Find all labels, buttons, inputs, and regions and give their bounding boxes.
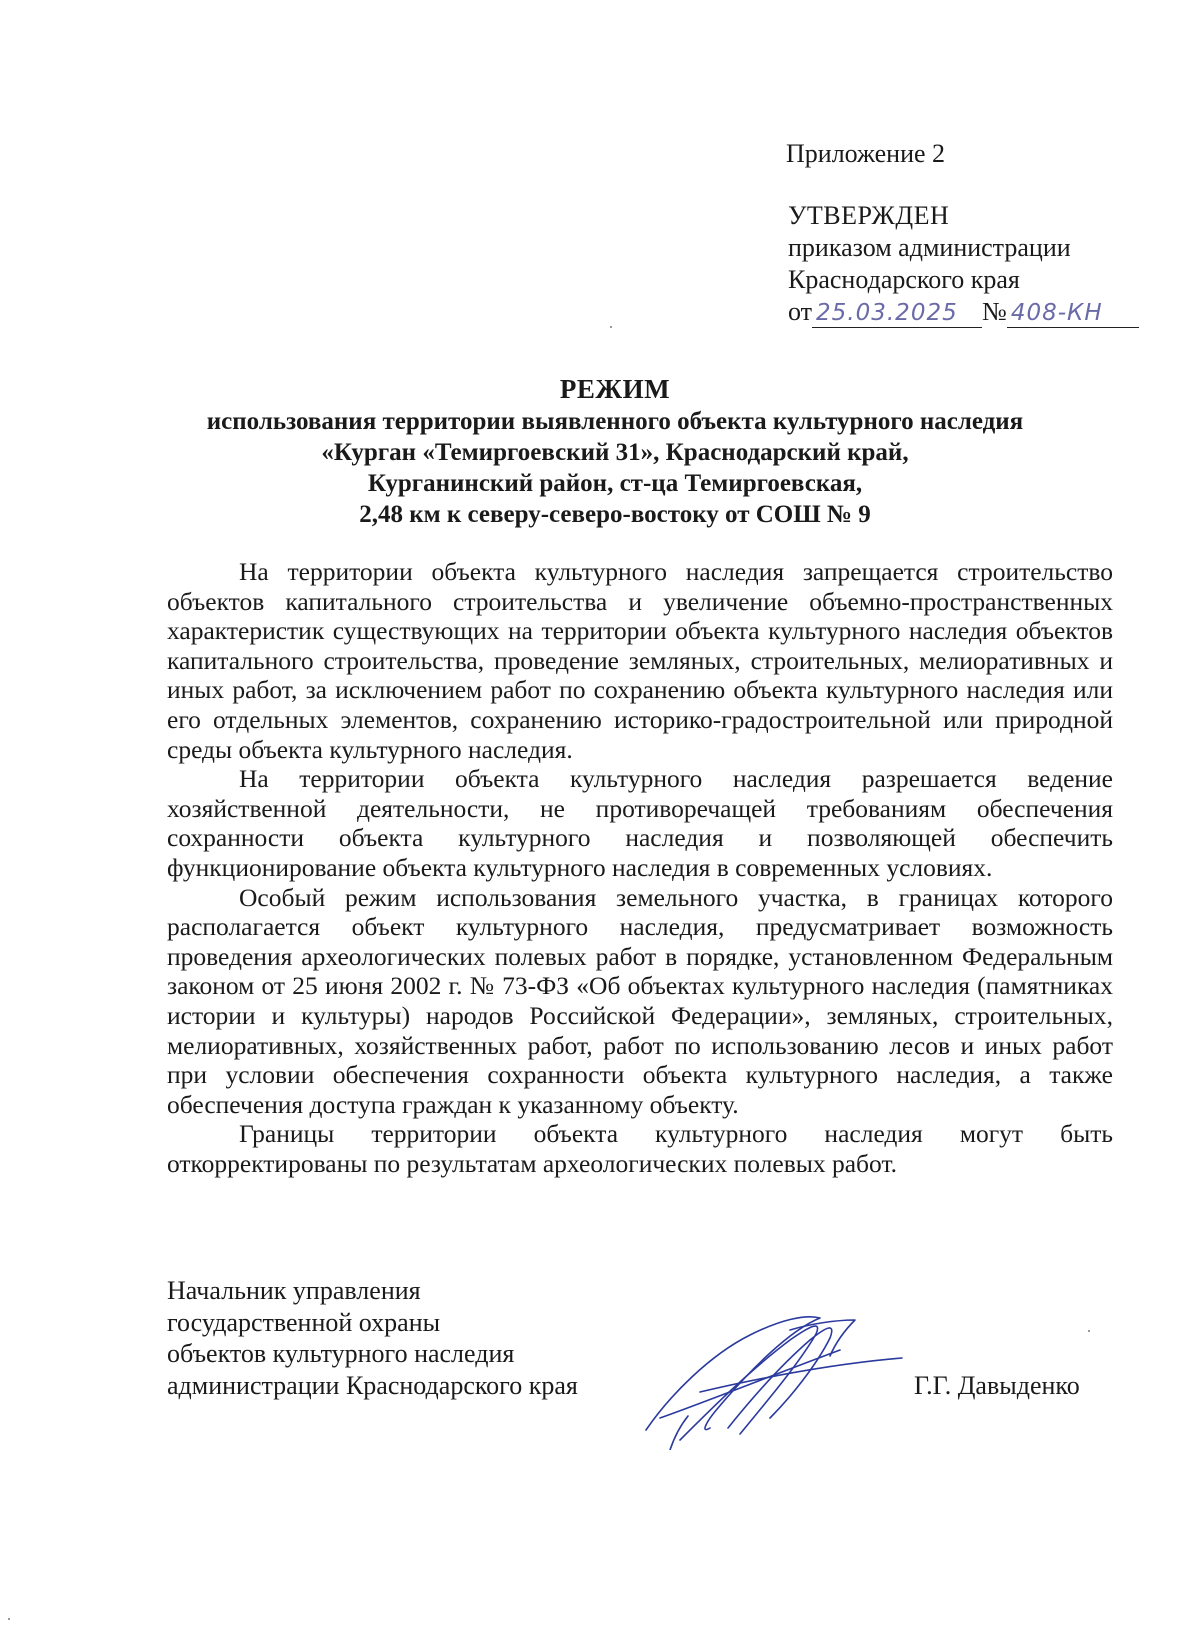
approved-label: УТВЕРЖДЕН [788,201,950,230]
position-line-1: Начальник управления [167,1276,421,1305]
order-line-1: приказом администрации [788,233,1071,262]
signatory-position [167,1275,578,1401]
appendix-label: Приложение 2 [786,139,946,168]
title-line-3: Курганинский район, ст-ца Темиргоевская, [367,470,863,497]
number-field [1007,299,1139,328]
title-line-4: 2,48 км к северу-северо-востоку от СОШ № 9 [359,501,871,528]
title-line-1: использования территории выявленного объекта культурного наследия [206,408,1024,435]
signatory-name: Г.Г. Давыденко [914,1371,1080,1400]
body-paragraph-4: Границы территории объекта культурного наследия могут быть откорректированы по результатам археологических полевых работ. [167,1119,1113,1178]
date-prefix: от [788,297,813,326]
document-title [150,374,1080,530]
handwritten-signature [640,1300,910,1450]
document-body [167,557,1113,1178]
scan-speck [1088,1330,1090,1332]
title-line-2: «Курган «Темиргоевский 31», Краснодарский край, [321,439,909,466]
body-paragraph-3: Особый режим использования земельного участка, в границах которого располагается объект культурного наследия, предусматривает возможность проведения археологических полевых работ в порядке, установленном Федеральным законом от 25 июня 2002 г. № 73-ФЗ «Об объектах культурного наследия (памятниках истории и культуры) народов Российской Федерации», земляных, строительных, мелиоративных, хозяйственных работ, работ по использованию лесов и иных работ при условии обеспечения сохранности объекта культурного наследия, а также обеспечения доступа граждан к указанному объекту. [167,882,1113,1119]
scan-speck [610,326,612,328]
position-line-4: администрации Краснодарского края [167,1370,578,1400]
approval-block [788,138,1188,328]
handwritten-number: 408-КН [1010,300,1103,326]
title-heading: РЕЖИМ [559,374,671,404]
order-line-2: Краснодарского края [788,265,1020,294]
date-field [812,299,982,328]
order-date-number-line [788,296,1188,328]
handwritten-date: 25.03.2025 [816,300,958,326]
position-line-2: государственной охраны [167,1307,441,1337]
body-paragraph-2: На территории объекта культурного наследия разрешается ведение хозяйственной деятельности, не противоречащей требованиям обеспечения сохранности объекта культурного наследия и позволяющей обеспечить функционирование объекта культурного наследия в современных условиях. [167,764,1113,882]
scan-speck [8,1618,10,1620]
position-line-3: объектов культурного наследия [167,1339,515,1368]
body-paragraph-1: На территории объекта культурного наследия запрещается строительство объектов капитального строительства и увеличение объемно-пространственных характеристик существующих на территории объекта культурного наследия объектов капитального строительства, проведение земляных, строительных, мелиоративных и иных работ, за исключением работ по сохранению объекта культурного наследия или его отдельных элементов, сохранению историко-градостроительной или природной среды объекта культурного наследия. [167,557,1113,764]
number-prefix: № [982,297,1007,326]
